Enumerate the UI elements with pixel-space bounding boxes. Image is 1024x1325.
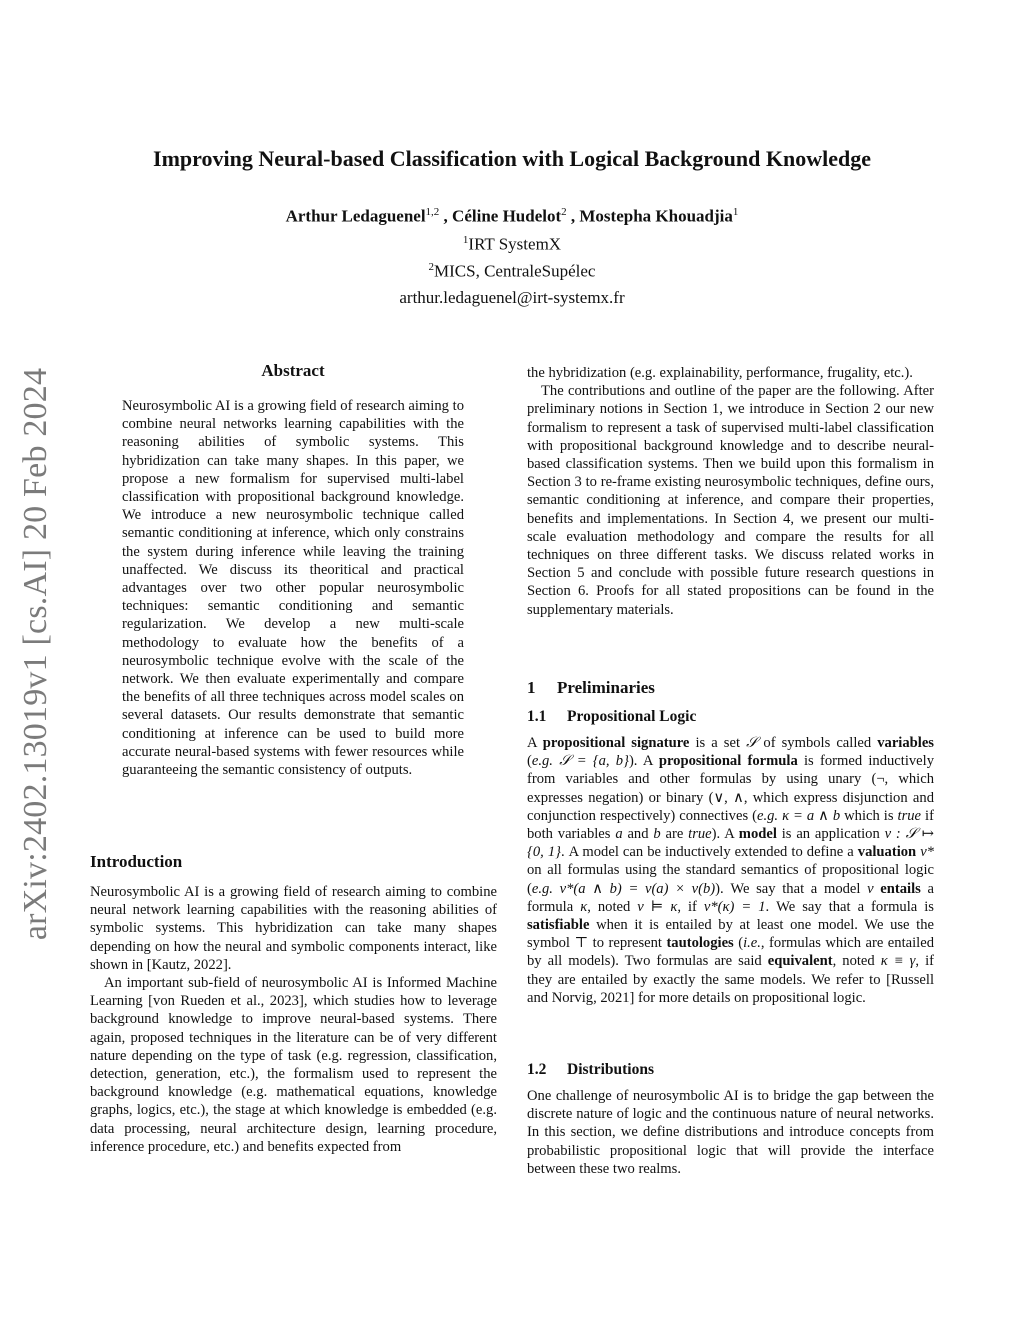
- arxiv-identifier: arXiv:2402.13019v1 [cs.AI] 20 Feb 2024: [17, 367, 54, 941]
- affiliation: $^1$IRT SystemX: [462, 234, 562, 254]
- introduction-heading: Introduction: [90, 852, 183, 871]
- paper-title: Improving Neural-based Classification with Logical Background Knowledge: [153, 146, 871, 171]
- author-affiliation-marker: 2: [561, 206, 567, 218]
- paragraph: An important sub-field of neurosymbolic AI is Informed Machine Learning [von Rueden et al., 2023], which studies how to leverage background knowledge to improve neural-based systems. There again, proposed techniques in the literature can be of very different nature depending on the type of task (e.g. regression, classification, detection, generation, etc.), the formalism used to represent the background knowledge (e.g. mathematical equations, knowledge graphs, logics, etc.), the stage at which knowledge is embedded (e.g. data processing, neural architecture design, learning procedure, inference procedure, etc.) and benefits expected from: [90, 975, 497, 1155]
- paragraph: the hybridization (e.g. explainability, performance, frugality, etc.).: [527, 365, 913, 381]
- author-affiliation-marker: 1,2: [425, 206, 440, 218]
- distributions-paragraph: [527, 1087, 934, 1178]
- author-separator: ,: [566, 206, 580, 226]
- arxiv-identifier-stamp: [12, 362, 60, 946]
- author-name: Céline Hudelot: [452, 206, 562, 226]
- paragraph: Neurosymbolic AI is a growing field of research aiming to combine neural network learning capabilities with the reasoning abilities of symbolic systems. This hybridization can take many shapes depending on how the neural and symbolic components interact, like shown in [Kautz, 2022].: [90, 884, 497, 973]
- affiliation: $^2$MICS, CentraleSupélec: [428, 261, 596, 281]
- author-list: [0, 206, 1024, 227]
- author-separator: ,: [439, 206, 453, 226]
- paragraph: One challenge of neurosymbolic AI is to bridge the gap between the discrete nature of logic and the continuous nature of neural networks. In this section, we define distributions and introduce concepts from probabilistic propositional logic that will provide the interface between these two realms.: [527, 1088, 934, 1177]
- section-heading: 1 Preliminaries: [527, 678, 655, 697]
- paragraph: A propositional signature is a set 𝒮 of symbols called variables (e.g. 𝒮 = {a, b}). A propositional formula is formed inductively from variables and other formulas by using unary (¬, which expresses negation) or binary (∨, ∧, which express disjunction and conjunction respectively) connectives (e.g. κ = a ∧ b which is true if both variables a and b are true). A model is an application ν : 𝒮 ↦ {0, 1}. A model can be inductively extended to define a valuation ν* on all formulas using the standard semantics of propositional logic (e.g. ν*(a ∧ b) = ν(a) × ν(b)). We say that a model ν entails a formula κ, noted ν ⊨ κ, if ν*(κ) = 1. We say that a formula is satisfiable when it is entailed by at least one model. We use the symbol ⊤ to represent tautologies (i.e., formulas which are entailed by all models). Two formulas are said equivalent, noted κ ≡ γ, if they are entailed by exactly the same models. We refer to [Russell and Norvig, 2021] for more details on propositional logic.: [527, 735, 935, 1006]
- author-name: Mostepha Khouadjia: [579, 206, 733, 226]
- author-email: arthur.ledaguenel@irt-systemx.fr: [399, 288, 625, 307]
- propositional-logic-paragraph: [527, 734, 934, 1007]
- subsection-heading: 1.2 Distributions: [527, 1061, 654, 1078]
- introduction-body: [90, 883, 497, 1156]
- author-name: Arthur Ledaguenel: [285, 206, 426, 226]
- paragraph: The contributions and outline of the paper are the following. After preliminary notions in Section 1, we introduce in Section 2 our new formalism to represent a task of supervised multi-label classification with propositional background knowledge and to describe neural-based classification systems. Then we build upon this formalism in Section 3 to re-frame existing neurosymbolic techniques, define ours, semantic conditioning at inference, and compare their properties, benefits and implementations. In Section 4, we present our multi-scale evaluation methodology and compare the results for all techniques on three different tasks. We discuss related works in Section 5 and conclude with possible future research questions in Section 6. Proofs for all stated propositions can be found in the supplementary materials.: [527, 383, 934, 618]
- introduction-continued: [527, 364, 934, 619]
- author-affiliation-marker: 1: [732, 206, 739, 218]
- abstract-text: Neurosymbolic AI is a growing field of research aiming to combine neural networks learning capabilities with the reasoning abilities of symbolic systems. This hybridization can take many shapes. In this paper, we propose a new formalism for supervised multi-label classification with propositional background knowledge. We introduce a new neurosymbolic technique called semantic conditioning at inference, which only constrains the system during inference while leaving the training unaffected. We discuss its theoritical and practical advantages over two other popular neurosymbolic techniques: semantic conditioning and semantic regularization. We develop a new multi-scale methodology to evaluate how the benefits of a neurosymbolic technique evolve with the scale of the network. We then evaluate experimentally and compare the benefits of all three techniques across model scales on several datasets. Our results demonstrate that semantic conditioning at inference can be used to build more accurate neural-based systems with fewer resources while guaranteeing the semantic consistency of outputs.: [122, 398, 464, 779]
- subsection-heading: 1.1 Propositional Logic: [527, 708, 697, 725]
- abstract-heading: Abstract: [261, 361, 325, 380]
